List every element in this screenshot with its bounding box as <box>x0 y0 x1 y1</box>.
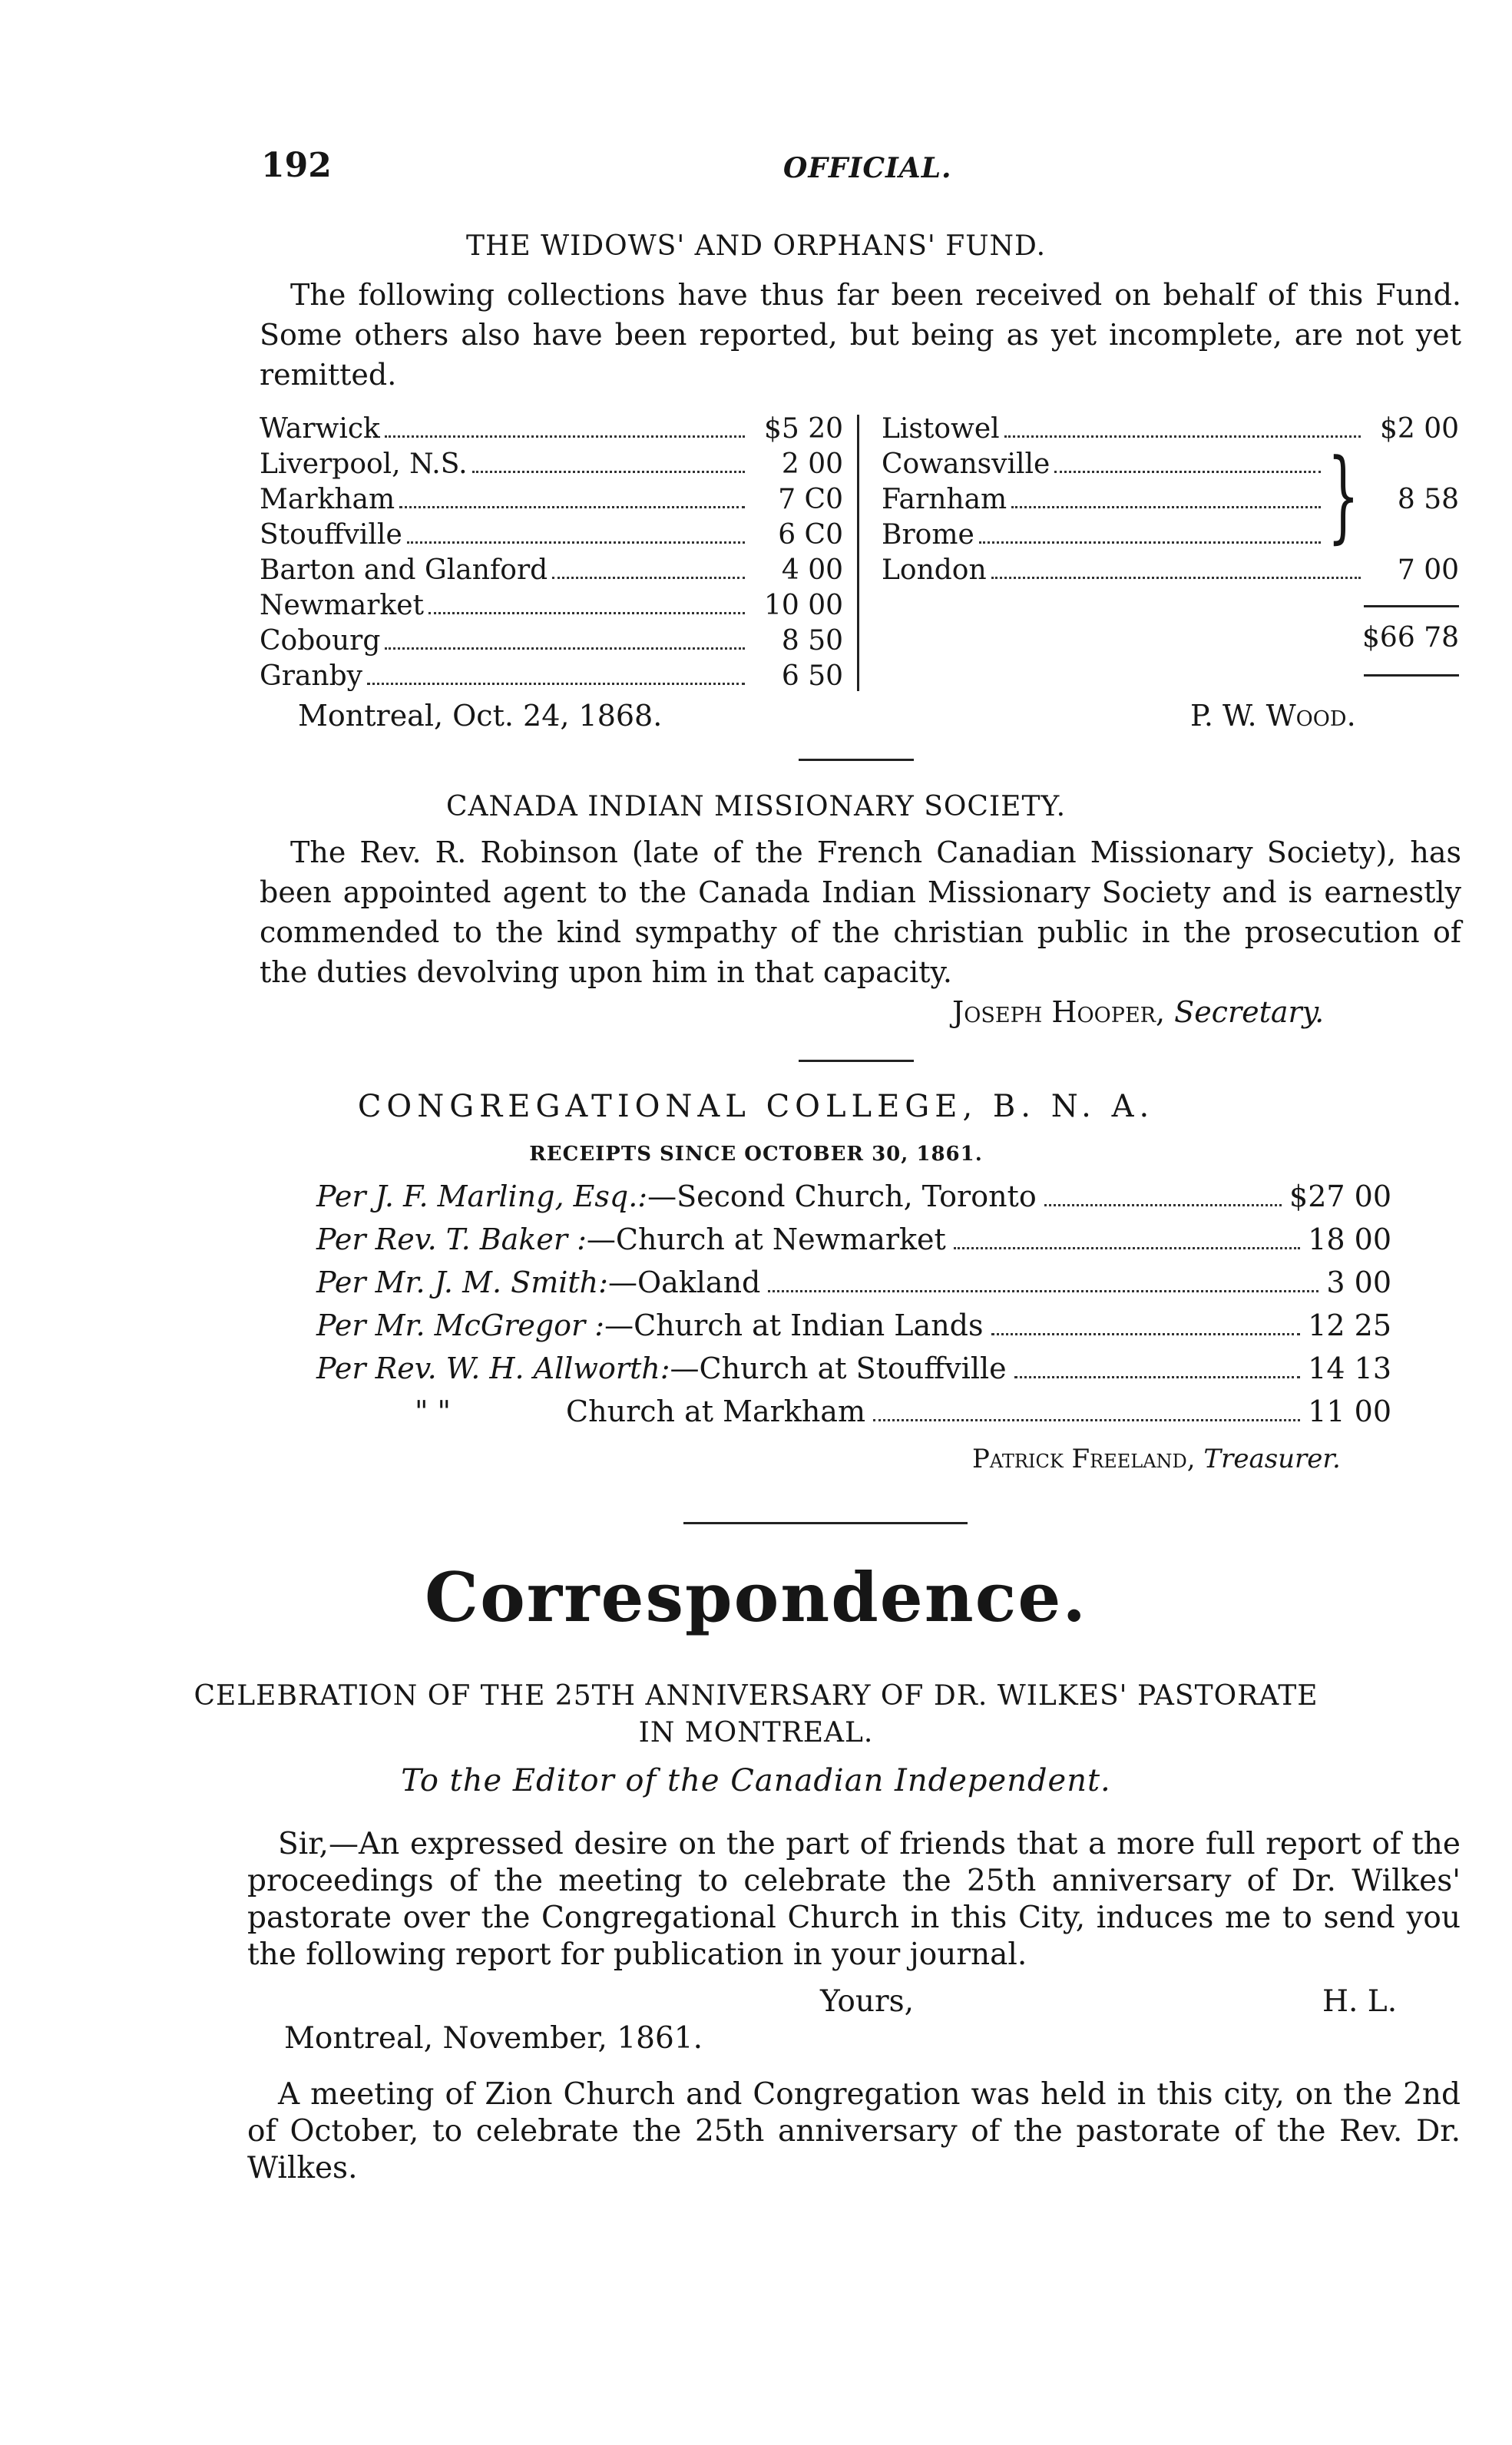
indian-society-body <box>260 832 1461 992</box>
contributor-name: Markham <box>260 484 395 515</box>
dot-leader <box>1011 506 1321 508</box>
contribution-amount: 10 00 <box>763 590 843 621</box>
receipt-per: Per Rev. T. Baker : <box>316 1222 587 1256</box>
list-item <box>316 1222 1391 1266</box>
list-item <box>415 1395 1391 1438</box>
contributor-name: Listowel <box>882 413 1000 445</box>
contribution-amount: 4 00 <box>781 554 843 586</box>
sum-rule <box>1364 674 1459 677</box>
list-item <box>260 448 843 481</box>
receipt-per: Per Mr. J. M. Smith: <box>316 1266 608 1299</box>
list-item <box>882 484 1327 516</box>
letter-dateline: Montreal, November, 1861. <box>284 2021 703 2056</box>
receipt-church: —Oakland <box>607 1266 761 1299</box>
letter-closing: Yours, <box>820 1984 915 2019</box>
list-item <box>260 660 843 693</box>
sum-rule <box>1364 605 1459 607</box>
dot-leader <box>399 506 745 508</box>
dot-leader <box>1054 471 1321 473</box>
receipt-church: —Church at Stouffville <box>670 1352 1007 1385</box>
contributor-name: Liverpool, N.S. <box>260 448 468 480</box>
contributor-name: Cobourg <box>260 625 381 657</box>
widows-dateline: Montreal, Oct. 24, 1868. <box>298 699 663 733</box>
dot-leader <box>407 541 745 544</box>
dot-leader <box>385 647 745 650</box>
contributor-name: Newmarket <box>260 590 425 621</box>
section-divider <box>799 1060 914 1062</box>
receipt-amount: 11 00 <box>1308 1395 1391 1428</box>
to-editor-line: To the Editor of the Canadian Independent. <box>401 1763 1111 1798</box>
contributor-name: Warwick <box>260 413 380 445</box>
dot-leader <box>428 612 745 614</box>
dot-leader <box>991 1333 1301 1335</box>
list-item <box>316 1309 1391 1352</box>
list-item <box>260 590 843 622</box>
treasurer-name: Patrick Freeland, <box>972 1444 1196 1474</box>
correspondence-heading: Correspondence. <box>425 1557 1087 1637</box>
receipt-per: Per Rev. W. H. Allworth: <box>316 1352 670 1385</box>
list-item <box>882 413 1459 445</box>
college-subtitle: RECEIPTS SINCE OCTOBER 30, 1861. <box>529 1143 983 1166</box>
ditto-marks: " " <box>415 1395 452 1428</box>
list-item <box>260 484 843 516</box>
list-item <box>316 1179 1391 1222</box>
list-item <box>260 413 843 445</box>
list-item <box>316 1266 1391 1309</box>
dot-leader <box>472 471 745 473</box>
page-number: 192 <box>261 146 332 185</box>
dot-leader <box>768 1290 1318 1292</box>
receipt-per: Per J. F. Marling, Esq.: <box>316 1179 648 1213</box>
dot-leader <box>385 435 745 438</box>
dot-leader <box>873 1419 1300 1421</box>
contribution-amount: 8 50 <box>781 625 843 657</box>
dot-leader <box>979 541 1321 544</box>
signer-name: Joseph Hooper, <box>952 995 1166 1029</box>
running-title: OFFICIAL. <box>783 152 952 184</box>
receipt-amount: 18 00 <box>1308 1222 1391 1256</box>
contribution-amount: 7 00 <box>1397 554 1459 586</box>
list-item <box>882 519 1327 551</box>
receipt-amount: $27 00 <box>1289 1179 1391 1213</box>
dot-leader <box>991 577 1361 579</box>
contributor-name: Farnham <box>882 484 1007 515</box>
celebration-title-line1: CELEBRATION OF THE 25TH ANNIVERSARY OF DR. WILKES' PASTORATE <box>194 1680 1318 1712</box>
letter-initials: H. L. <box>1322 1984 1398 2019</box>
receipt-church: —Church at Indian Lands <box>604 1309 984 1342</box>
dot-leader <box>552 577 745 579</box>
indian-society-text: The Rev. R. Robinson (late of the French Canadian Missionary Society), has been appointed agent to the Canada Indian Missionary Society and is earnestly commended to the kind sympathy of the christian public in the prosecution of the duties devolving upon him in that capacity. <box>260 835 1461 989</box>
letter-text: Sir,—An expressed desire on the part of friends that a more full report of the proceedings of the meeting to celebrate the 25th anniversary of Dr. Wilkes' pastorate over the Congregational Church in this City, induces me to send you the following report for publication in your journal. <box>247 1827 1461 1972</box>
list-item <box>260 554 843 587</box>
dot-leader <box>1014 1376 1301 1378</box>
widows-fund-intro-text: The following collections have thus far been received on behalf of this Fund. Some others also have been reported, but being as yet incomplete, are not yet remitted. <box>260 278 1461 392</box>
brace-symbol: } <box>1327 437 1360 554</box>
signer-role: Secretary. <box>1174 995 1325 1029</box>
widows-fund-title: THE WIDOWS' AND ORPHANS' FUND. <box>465 230 1047 262</box>
widows-fund-intro <box>260 275 1461 395</box>
receipt-amount: 14 13 <box>1308 1352 1391 1385</box>
receipt-church: Church at Markham <box>566 1395 865 1428</box>
dot-leader <box>954 1247 1300 1249</box>
contributor-name: London <box>882 554 987 586</box>
receipt-church: —Second Church, Toronto <box>647 1179 1037 1213</box>
contribution-amount: 6 C0 <box>778 519 843 551</box>
contribution-amount: 2 00 <box>781 448 843 480</box>
celebration-title-line2: IN MONTREAL. <box>638 1717 874 1749</box>
dot-leader <box>367 683 745 685</box>
contribution-amount: 7 C0 <box>778 484 843 515</box>
list-item <box>260 519 843 551</box>
dot-leader <box>1044 1204 1282 1206</box>
letter-paragraph <box>247 1826 1461 1974</box>
dot-leader <box>1004 435 1361 438</box>
list-item <box>316 1352 1391 1395</box>
contribution-amount: $5 20 <box>763 413 843 445</box>
list-item <box>882 448 1327 481</box>
contributor-name: Granby <box>260 660 362 692</box>
college-treasurer <box>972 1444 1341 1474</box>
fund-total: $66 78 <box>1362 622 1459 653</box>
meeting-text: A meeting of Zion Church and Congregation was held in this city, on the 2nd of October, to celebrate the 25th anniversary of the pastorate of the Rev. Dr. Wilkes. <box>247 2077 1461 2185</box>
receipt-amount: 3 00 <box>1326 1266 1391 1299</box>
contribution-amount: 6 50 <box>781 660 843 692</box>
column-divider <box>857 415 859 691</box>
receipt-church: —Church at Newmarket <box>586 1222 946 1256</box>
receipt-amount: 12 25 <box>1308 1309 1391 1342</box>
section-divider <box>683 1522 968 1524</box>
list-item <box>260 625 843 657</box>
group-amount: 8 58 <box>1397 484 1459 515</box>
college-title: CONGREGATIONAL COLLEGE, B. N. A. <box>357 1089 1155 1124</box>
meeting-paragraph <box>247 2076 1461 2187</box>
receipt-per: Per Mr. McGregor : <box>316 1309 605 1342</box>
widows-signature: P. W. Wood. <box>1190 699 1356 733</box>
indian-society-title: CANADA INDIAN MISSIONARY SOCIETY. <box>445 791 1067 822</box>
contributor-name: Brome <box>882 519 974 551</box>
indian-society-signature <box>952 995 1324 1029</box>
section-divider <box>799 759 914 761</box>
contributor-name: Cowansville <box>882 448 1050 480</box>
contributor-name: Stouffville <box>260 519 402 551</box>
treasurer-role: Treasurer. <box>1203 1444 1341 1474</box>
list-item <box>882 554 1459 587</box>
contributor-name: Barton and Glanford <box>260 554 548 586</box>
contribution-amount: $2 00 <box>1379 413 1459 445</box>
